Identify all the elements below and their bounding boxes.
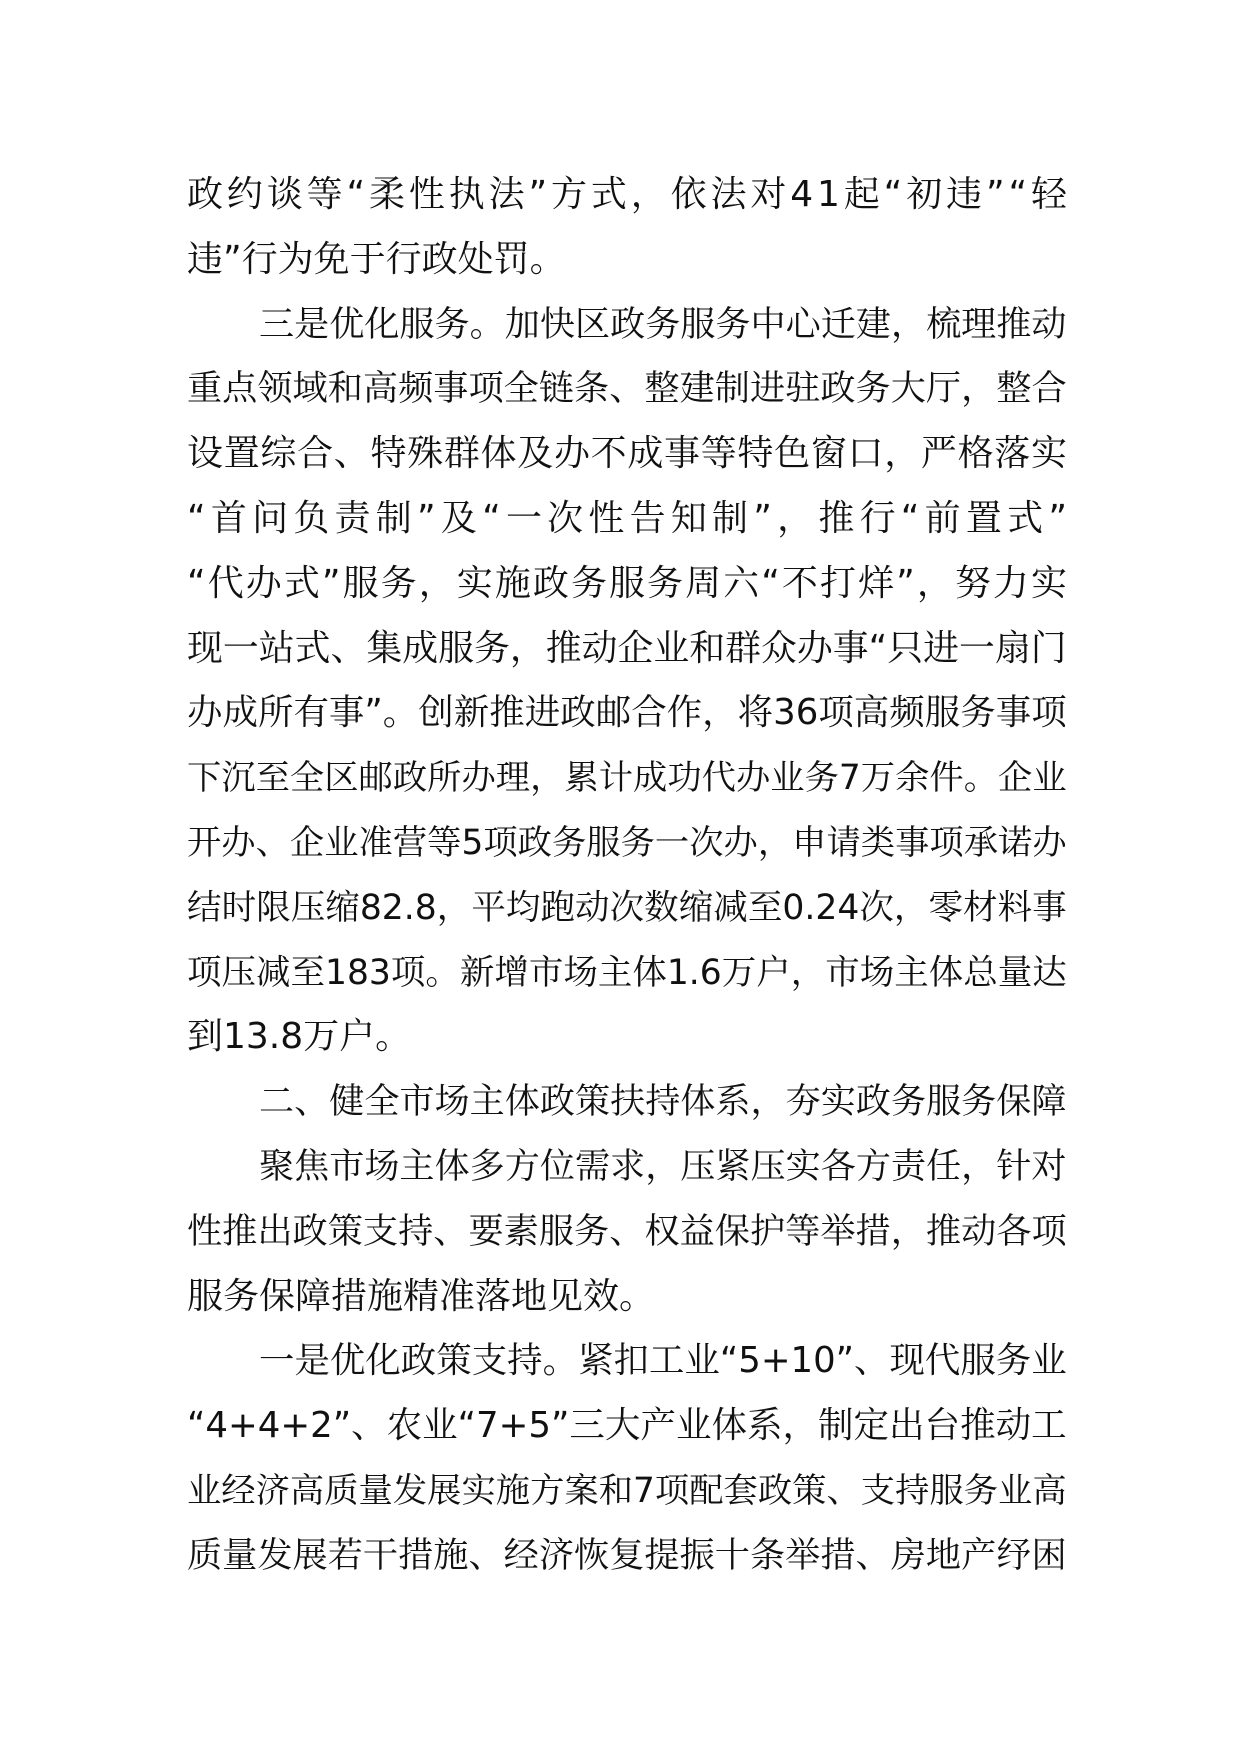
text-line: 性推出政策支持、要素服务、权益保护等举措，推动各项 <box>187 1210 1067 1252</box>
paragraph-start-line: 一是优化政策支持。紧扣工业“5+10”、现代服务业 <box>259 1340 1067 1382</box>
text-line: 办成所有事”。创新推进政邮合作，将36项高频服务事项 <box>187 692 1067 734</box>
text-line: 服务保障措施精准落地见效。 <box>187 1275 656 1317</box>
text-line: 质量发展若干措施、经济恢复提振十条举措、房地产纾困 <box>187 1534 1067 1576</box>
text-line: “代办式”服务，实施政务服务周六“不打烊”，努力实 <box>187 562 1070 604</box>
text-line: 违”行为免于行政处罚。 <box>187 238 566 280</box>
text-line: “首问负责制”及“一次性告知制”，推行“前置式” <box>187 497 1073 539</box>
text-line: 设置综合、特殊群体及办不成事等特色窗口，严格落实 <box>187 433 1068 475</box>
text-line: 现一站式、集成服务，推动企业和群众办事“只进一扇门 <box>187 627 1067 669</box>
text-line: 下沉至全区邮政所办理，累计成功代办业务7万余件。企业 <box>187 758 1067 799</box>
section-heading: 二、健全市场主体政策扶持体系，夯实政务服务保障 <box>259 1081 1067 1123</box>
paragraph-start-line: 聚焦市场主体多方位需求，压紧压实各方责任，针对 <box>259 1145 1067 1187</box>
text-line: 到13.8万户。 <box>187 1016 412 1058</box>
paragraph-start-line: 三是优化服务。加快区政务服务中心迁建，梳理推动 <box>259 303 1067 345</box>
document-body <box>187 163 1073 1589</box>
text-line: 政约谈等“柔性执法”方式，依法对41起“初违”“轻 <box>187 174 1071 215</box>
text-line: “4+4+2”、农业“7+5”三大产业体系，制定出台推动工 <box>187 1405 1067 1447</box>
text-line: 业经济高质量发展实施方案和7项配套政策、支持服务业高 <box>187 1470 1067 1511</box>
text-line: 重点领域和高频事项全链条、整建制进驻政务大厅，整合 <box>187 368 1067 410</box>
text-line: 项压减至183项。新增市场主体1.6万户，市场主体总量达 <box>187 952 1067 993</box>
text-line: 开办、企业准营等5项政务服务一次办，申请类事项承诺办 <box>187 822 1067 863</box>
text-line: 结时限压缩82.8，平均跑动次数缩减至0.24次，零材料事 <box>187 887 1067 928</box>
